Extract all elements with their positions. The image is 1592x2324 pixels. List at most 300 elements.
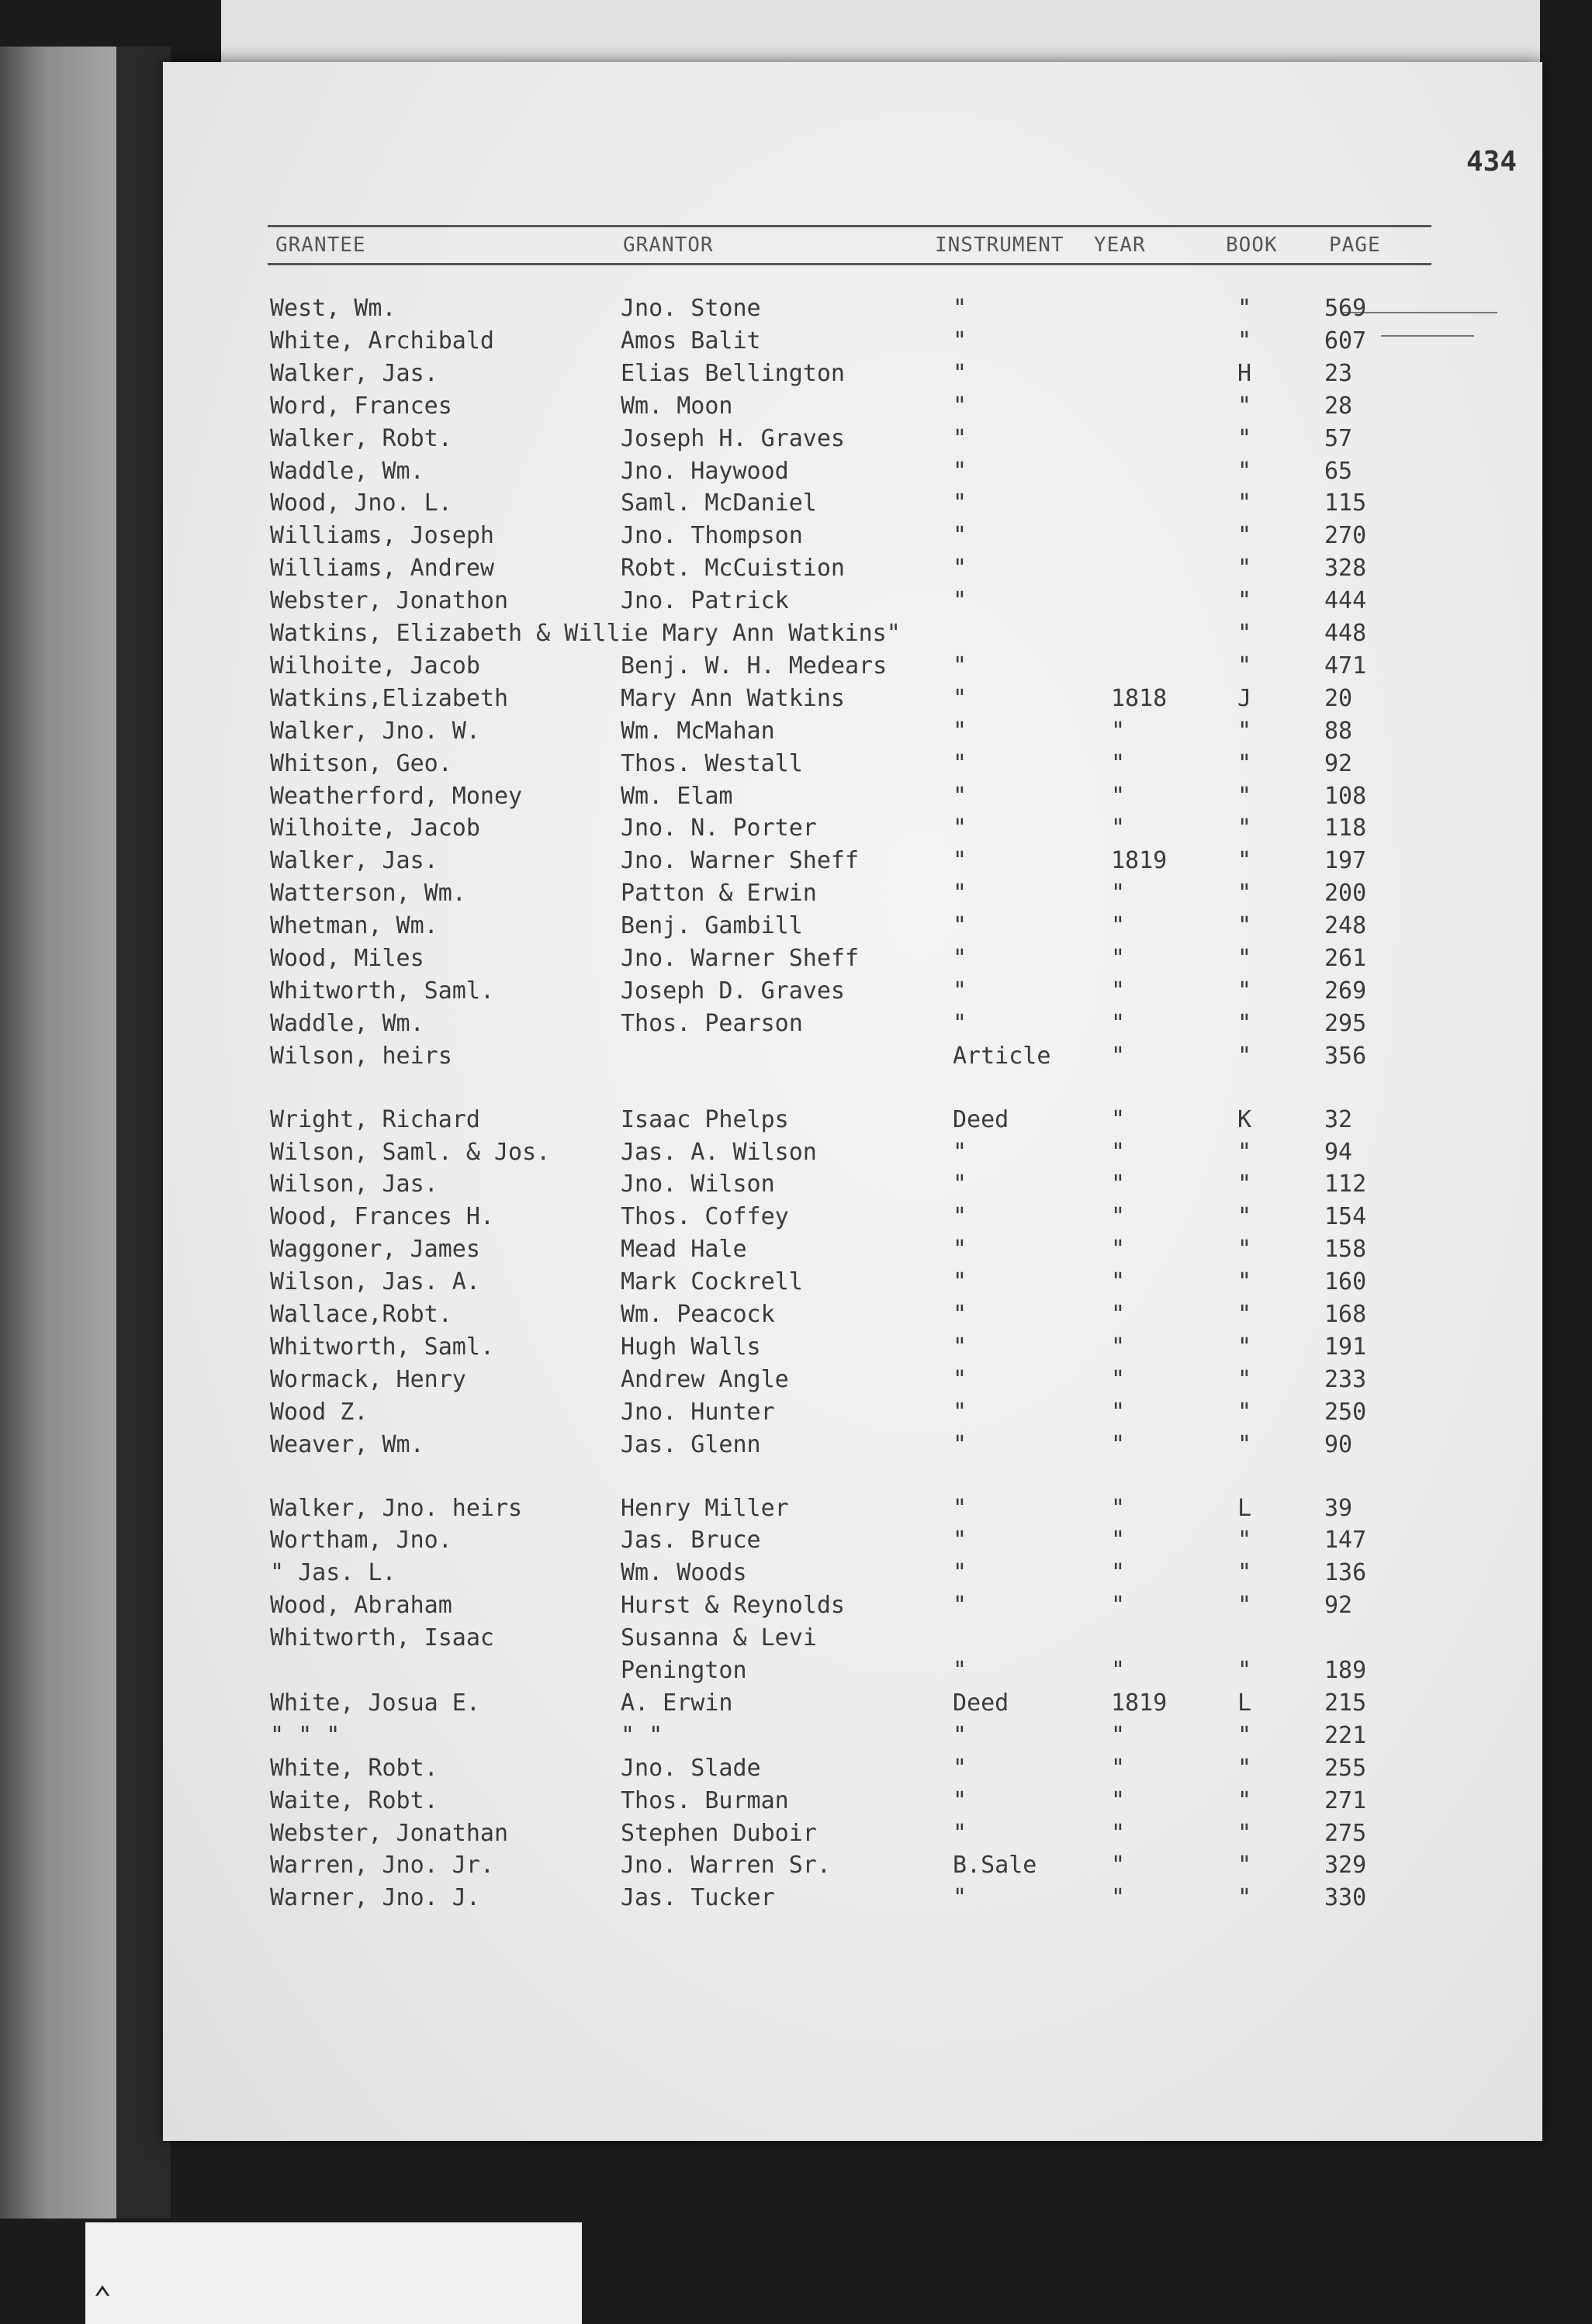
cell-grantor: Isaac Phelps [621, 1106, 789, 1133]
cell-book: " [1237, 555, 1252, 582]
cell-grantor: Jno. Wilson [621, 1171, 775, 1198]
table-row [163, 718, 1542, 750]
cell-instrument: " [953, 327, 967, 354]
table-row [163, 393, 1542, 425]
cell-year: " [1111, 783, 1126, 810]
cell-grantor: Jno. Slade [621, 1755, 761, 1782]
cell-year: " [1111, 1820, 1126, 1847]
cell-year: " [1111, 1592, 1126, 1619]
header-year: YEAR [1094, 233, 1146, 257]
cell-year: " [1111, 1301, 1126, 1328]
cell-page: 118 [1324, 814, 1367, 842]
cell-year: " [1111, 1559, 1126, 1586]
cell-instrument: " [953, 1171, 967, 1198]
table-row [163, 1043, 1542, 1075]
cell-instrument: " [953, 1884, 967, 1911]
cell-year: " [1111, 1236, 1126, 1263]
cell-instrument: " [953, 295, 967, 322]
cell-page: 32 [1324, 1106, 1353, 1133]
cell-grantee: Wilson, Saml. & Jos. [270, 1139, 551, 1166]
cell-grantor: Jno. Warren Sr. [621, 1852, 831, 1879]
cell-instrument: " [953, 652, 967, 680]
cell-page: 607 [1324, 327, 1367, 354]
cell-grantee: Whetman, Wm. [270, 912, 438, 939]
cell-instrument: B.Sale [953, 1852, 1037, 1879]
cell-book: " [1237, 1010, 1252, 1037]
cell-page: 269 [1324, 977, 1367, 1005]
cell-grantee: Waddle, Wm. [270, 1010, 424, 1037]
cell-grantor: Jno. Thompson [621, 522, 803, 549]
cell-grantor: Jno. Patrick [621, 587, 789, 614]
cell-grantor: Jno. Hunter [621, 1399, 775, 1426]
cell-page: 147 [1324, 1527, 1367, 1554]
cell-page: 112 [1324, 1171, 1367, 1198]
cell-year: " [1111, 1431, 1126, 1458]
cell-book: " [1237, 327, 1252, 354]
cell-grantee: Walker, Jno. W. [270, 718, 480, 745]
table-row [163, 880, 1542, 912]
cell-book: " [1237, 783, 1252, 810]
cell-book: " [1237, 458, 1252, 485]
cell-book: " [1237, 1203, 1252, 1230]
cell-instrument: " [953, 360, 967, 387]
cell-book: " [1237, 1139, 1252, 1166]
cell-book: " [1237, 1366, 1252, 1393]
cell-grantee: Wilhoite, Jacob [270, 652, 480, 680]
cell-year: " [1111, 1203, 1126, 1230]
cell-grantor: Wm. Moon [621, 393, 733, 420]
cell-page: 92 [1324, 1592, 1353, 1619]
cell-book: " [1237, 620, 1252, 647]
cell-book: " [1237, 1268, 1252, 1295]
cell-instrument: " [953, 1527, 967, 1554]
cell-instrument: " [953, 1139, 967, 1166]
cell-instrument: " [953, 1431, 967, 1458]
cell-instrument: " [953, 555, 967, 582]
cell-book: " [1237, 1722, 1252, 1749]
cell-grantor: A. Erwin [621, 1689, 733, 1717]
cell-grantee: " " " [270, 1722, 341, 1749]
cell-book: " [1237, 847, 1252, 874]
cell-grantor: Jno. Warner Sheff [621, 945, 860, 972]
cell-page: 154 [1324, 1203, 1367, 1230]
underlying-paper-top [221, 0, 1540, 70]
cell-year: " [1111, 1884, 1126, 1911]
cell-grantee: Williams, Joseph [270, 522, 494, 549]
cell-book: " [1237, 1592, 1252, 1619]
cell-page: 329 [1324, 1852, 1367, 1879]
cell-grantee: Wood Z. [270, 1399, 369, 1426]
cell-year: " [1111, 1787, 1126, 1814]
cell-book: L [1237, 1689, 1252, 1717]
cell-grantor: Mary Ann Watkins [621, 685, 845, 712]
cell-grantor: Wm. Woods [621, 1559, 747, 1586]
cell-page: 136 [1324, 1559, 1367, 1586]
cell-grantee: Watkins,Elizabeth [270, 685, 509, 712]
cell-grantee: Waite, Robt. [270, 1787, 438, 1814]
table-row [163, 814, 1542, 847]
cell-page: 65 [1324, 458, 1353, 485]
table-row [163, 1689, 1542, 1722]
cell-grantee: Walker, Robt. [270, 425, 452, 452]
cell-book: L [1237, 1495, 1252, 1522]
cell-page: 197 [1324, 847, 1367, 874]
cell-grantee: Weatherford, Money [270, 783, 523, 810]
table-row [163, 1657, 1542, 1689]
cell-page: 444 [1324, 587, 1367, 614]
cell-grantee: Watterson, Wm. [270, 880, 466, 907]
cell-page: 57 [1324, 425, 1353, 452]
cell-instrument: " [953, 1203, 967, 1230]
cell-grantor: Saml. McDaniel [621, 489, 817, 517]
cell-page: 448 [1324, 620, 1367, 647]
cell-grantor: Mark Cockrell [621, 1268, 803, 1295]
cell-year: 1819 [1111, 1689, 1168, 1717]
table-row [163, 555, 1542, 587]
cell-grantor: Penington [621, 1657, 747, 1684]
cell-grantee: Waddle, Wm. [270, 458, 424, 485]
cell-grantor: " " [621, 1722, 663, 1749]
cell-book: " [1237, 1884, 1252, 1911]
cell-page: 356 [1324, 1043, 1367, 1070]
cell-year: " [1111, 1366, 1126, 1393]
cell-year: " [1111, 1657, 1126, 1684]
cell-book: " [1237, 1301, 1252, 1328]
cell-grantee: Whitson, Geo. [270, 750, 452, 777]
cell-instrument: " [953, 1787, 967, 1814]
table-row [163, 912, 1542, 945]
cell-page: 270 [1324, 522, 1367, 549]
cell-grantee: Wilson, heirs [270, 1043, 452, 1070]
cell-year: " [1111, 880, 1126, 907]
ledger-entries [163, 62, 1542, 2141]
page-number: 434 [1466, 146, 1518, 178]
cell-instrument: " [953, 1559, 967, 1586]
cell-grantor: Thos. Westall [621, 750, 803, 777]
cell-instrument: " [953, 425, 967, 452]
cell-page: 330 [1324, 1884, 1367, 1911]
cell-instrument: " [953, 1333, 967, 1361]
cell-instrument: " [953, 489, 967, 517]
cell-book: " [1237, 1657, 1252, 1684]
cell-grantor: Jas. Bruce [621, 1527, 761, 1554]
cell-year: 1819 [1111, 847, 1168, 874]
table-row [163, 1139, 1542, 1171]
cell-year: 1818 [1111, 685, 1168, 712]
table-row [163, 1366, 1542, 1399]
table-row [163, 847, 1542, 880]
cell-instrument: Deed [953, 1689, 1009, 1717]
cell-book: " [1237, 880, 1252, 907]
cell-book: " [1237, 1755, 1252, 1782]
cell-instrument: " [953, 1236, 967, 1263]
table-row [163, 1722, 1542, 1755]
cell-page: 23 [1324, 360, 1353, 387]
table-row [163, 1820, 1542, 1852]
table-row [163, 1592, 1542, 1624]
cell-grantee: Walker, Jas. [270, 360, 438, 387]
cell-book: " [1237, 1527, 1252, 1554]
cell-instrument: " [953, 685, 967, 712]
table-row [163, 1301, 1542, 1333]
cell-page: 200 [1324, 880, 1367, 907]
cell-book: " [1237, 1043, 1252, 1070]
cell-page: 255 [1324, 1755, 1367, 1782]
cell-page: 215 [1324, 1689, 1367, 1717]
table-row [163, 587, 1542, 620]
cell-grantee: White, Robt. [270, 1755, 438, 1782]
cell-grantor: Patton & Erwin [621, 880, 817, 907]
cell-instrument: Article [953, 1043, 1051, 1070]
table-row [163, 458, 1542, 490]
cell-page: 189 [1324, 1657, 1367, 1684]
cell-instrument: " [953, 1755, 967, 1782]
cell-book: " [1237, 1171, 1252, 1198]
cell-grantee: Wright, Richard [270, 1106, 480, 1133]
cell-grantee: Wood, Abraham [270, 1592, 452, 1619]
cell-year: " [1111, 977, 1126, 1005]
cell-page: 94 [1324, 1139, 1353, 1166]
cell-page: 39 [1324, 1495, 1353, 1522]
cell-page: 88 [1324, 718, 1353, 745]
cell-instrument: " [953, 718, 967, 745]
cell-book: " [1237, 750, 1252, 777]
cell-instrument: " [953, 1495, 967, 1522]
table-row [163, 783, 1542, 815]
cell-grantor: Thos. Burman [621, 1787, 789, 1814]
cell-grantee: Watkins, Elizabeth & Willie Mary Ann Watkins" [270, 620, 901, 647]
cell-grantee: Whitworth, Saml. [270, 977, 494, 1005]
ledger-page [163, 62, 1542, 2141]
cell-page: 168 [1324, 1301, 1367, 1328]
cell-grantee: Wilhoite, Jacob [270, 814, 480, 842]
cell-year: " [1111, 1852, 1126, 1879]
cell-grantor: Jno. Warner Sheff [621, 847, 860, 874]
cell-book: " [1237, 1333, 1252, 1361]
cell-page: 328 [1324, 555, 1367, 582]
cell-grantee: Warren, Jno. Jr. [270, 1852, 494, 1879]
cell-grantor: Henry Miller [621, 1495, 789, 1522]
cell-book: " [1237, 1820, 1252, 1847]
table-row [163, 1884, 1542, 1917]
cell-instrument: " [953, 1592, 967, 1619]
cell-page: 569 [1324, 295, 1367, 322]
cell-page: 261 [1324, 945, 1367, 972]
cell-grantee: White, Josua E. [270, 1689, 480, 1717]
cell-page: 90 [1324, 1431, 1353, 1458]
cell-book: " [1237, 718, 1252, 745]
cell-year: " [1111, 750, 1126, 777]
cell-page: 92 [1324, 750, 1353, 777]
cell-grantor: Jno. N. Porter [621, 814, 817, 842]
cell-grantor: Elias Bellington [621, 360, 845, 387]
cell-instrument: " [953, 912, 967, 939]
cell-grantee: Wormack, Henry [270, 1366, 466, 1393]
cell-instrument: " [953, 1268, 967, 1295]
cell-year: " [1111, 1722, 1126, 1749]
cell-instrument: " [953, 783, 967, 810]
cell-year: " [1111, 1139, 1126, 1166]
table-row [163, 1852, 1542, 1884]
cell-grantor: Amos Balit [621, 327, 761, 354]
cell-book: J [1237, 685, 1252, 712]
cell-book: " [1237, 652, 1252, 680]
cell-year: " [1111, 1399, 1126, 1426]
cell-page: 295 [1324, 1010, 1367, 1037]
cell-year: " [1111, 1010, 1126, 1037]
cell-grantor: Hugh Walls [621, 1333, 761, 1361]
underlying-paper-bottom [85, 2222, 582, 2324]
table-row [163, 1755, 1542, 1787]
cell-grantor: Jas. A. Wilson [621, 1139, 817, 1166]
cell-instrument: " [953, 458, 967, 485]
table-row [163, 327, 1542, 360]
cell-page: 28 [1324, 393, 1353, 420]
cell-instrument: " [953, 1301, 967, 1328]
table-row [163, 1559, 1542, 1592]
cell-year: " [1111, 1171, 1126, 1198]
cell-year: " [1111, 1268, 1126, 1295]
cell-grantor: Wm. Peacock [621, 1301, 775, 1328]
header-grantee: GRANTEE [275, 233, 366, 257]
cell-grantor: Benj. Gambill [621, 912, 803, 939]
table-row [163, 1527, 1542, 1559]
cell-year: " [1111, 1106, 1126, 1133]
cell-grantee: Wood, Miles [270, 945, 424, 972]
cell-book: " [1237, 912, 1252, 939]
cell-instrument: " [953, 393, 967, 420]
cell-grantee: Williams, Andrew [270, 555, 494, 582]
table-row [163, 652, 1542, 685]
table-row [163, 1203, 1542, 1236]
table-row [163, 1787, 1542, 1820]
table-row [163, 425, 1542, 458]
table-row [163, 1399, 1542, 1431]
table-row [163, 360, 1542, 393]
cell-grantor: Wm. Elam [621, 783, 733, 810]
cell-year: " [1111, 1495, 1126, 1522]
cell-grantor: Robt. McCuistion [621, 555, 845, 582]
cell-book: " [1237, 1559, 1252, 1586]
table-row [163, 1106, 1542, 1139]
table-row [163, 295, 1542, 327]
cell-book: " [1237, 587, 1252, 614]
table-row [163, 1268, 1542, 1301]
cell-grantee: Whitworth, Saml. [270, 1333, 494, 1361]
cell-page: 271 [1324, 1787, 1367, 1814]
cell-instrument: " [953, 1820, 967, 1847]
table-row [163, 1624, 1542, 1657]
table-row [163, 1495, 1542, 1527]
cell-book: " [1237, 522, 1252, 549]
cell-grantee: Warner, Jno. J. [270, 1884, 480, 1911]
cell-book: " [1237, 1787, 1252, 1814]
header-book: BOOK [1226, 233, 1278, 257]
cell-instrument: " [953, 522, 967, 549]
cell-grantor: Stephen Duboir [621, 1820, 817, 1847]
table-row [163, 620, 1542, 652]
adjacent-page-edge [0, 47, 116, 2219]
cell-grantee: Wood, Jno. L. [270, 489, 452, 517]
cell-grantor: Thos. Pearson [621, 1010, 803, 1037]
cell-grantee: Wilson, Jas. [270, 1171, 438, 1198]
table-row [163, 1171, 1542, 1203]
cell-grantor: Joseph D. Graves [621, 977, 845, 1005]
cell-grantee: Waggoner, James [270, 1236, 480, 1263]
cell-page: 233 [1324, 1366, 1367, 1393]
cell-instrument: " [953, 1399, 967, 1426]
cell-grantee: West, Wm. [270, 295, 396, 322]
cell-grantor: Susanna & Levi [621, 1624, 817, 1651]
cell-book: H [1237, 360, 1252, 387]
cell-instrument: " [953, 750, 967, 777]
cell-year: " [1111, 1755, 1126, 1782]
cell-grantor: Jno. Haywood [621, 458, 789, 485]
cell-grantee: Whitworth, Isaac [270, 1624, 494, 1651]
cell-instrument: " [953, 977, 967, 1005]
cell-grantee: Weaver, Wm. [270, 1431, 424, 1458]
cell-grantor: Wm. McMahan [621, 718, 775, 745]
cell-instrument: " [953, 1722, 967, 1749]
cell-year: " [1111, 1527, 1126, 1554]
cell-grantee: Wood, Frances H. [270, 1203, 494, 1230]
cell-book: " [1237, 977, 1252, 1005]
header-grantor: GRANTOR [623, 233, 714, 257]
table-row [163, 977, 1542, 1010]
cell-year: " [1111, 1043, 1126, 1070]
cell-grantor: Hurst & Reynolds [621, 1592, 845, 1619]
cell-year: " [1111, 1333, 1126, 1361]
cell-grantee: Wallace,Robt. [270, 1301, 452, 1328]
cell-grantee: Wortham, Jno. [270, 1527, 452, 1554]
cell-grantor: Thos. Coffey [621, 1203, 789, 1230]
cell-page: 275 [1324, 1820, 1367, 1847]
cell-page: 250 [1324, 1399, 1367, 1426]
cell-page: 160 [1324, 1268, 1367, 1295]
cell-grantee: White, Archibald [270, 327, 494, 354]
cell-book: " [1237, 1852, 1252, 1879]
header-page: PAGE [1329, 233, 1381, 257]
cell-grantor: Joseph H. Graves [621, 425, 845, 452]
cell-instrument: " [953, 1657, 967, 1684]
cell-book: " [1237, 393, 1252, 420]
cell-book: " [1237, 1399, 1252, 1426]
table-row [163, 685, 1542, 718]
cell-book: " [1237, 1431, 1252, 1458]
cell-book: " [1237, 489, 1252, 517]
cell-instrument: " [953, 1366, 967, 1393]
cell-page: 115 [1324, 489, 1367, 517]
table-row [163, 1333, 1542, 1366]
cell-book: K [1237, 1106, 1252, 1133]
cell-grantor: Jas. Glenn [621, 1431, 761, 1458]
cell-page: 248 [1324, 912, 1367, 939]
cell-book: " [1237, 814, 1252, 842]
cell-grantor: Jno. Stone [621, 295, 761, 322]
cell-page: 471 [1324, 652, 1367, 680]
cell-instrument: " [953, 814, 967, 842]
cell-year: " [1111, 718, 1126, 745]
cell-year: " [1111, 945, 1126, 972]
cell-grantee: Wilson, Jas. A. [270, 1268, 480, 1295]
cell-instrument: " [953, 847, 967, 874]
corner-mark: ⌃ [93, 2281, 112, 2316]
cell-grantee: Word, Frances [270, 393, 452, 420]
cell-grantee: Webster, Jonathan [270, 1820, 509, 1847]
cell-grantee: Webster, Jonathon [270, 587, 509, 614]
cell-grantee: " Jas. L. [270, 1559, 396, 1586]
cell-page: 191 [1324, 1333, 1367, 1361]
